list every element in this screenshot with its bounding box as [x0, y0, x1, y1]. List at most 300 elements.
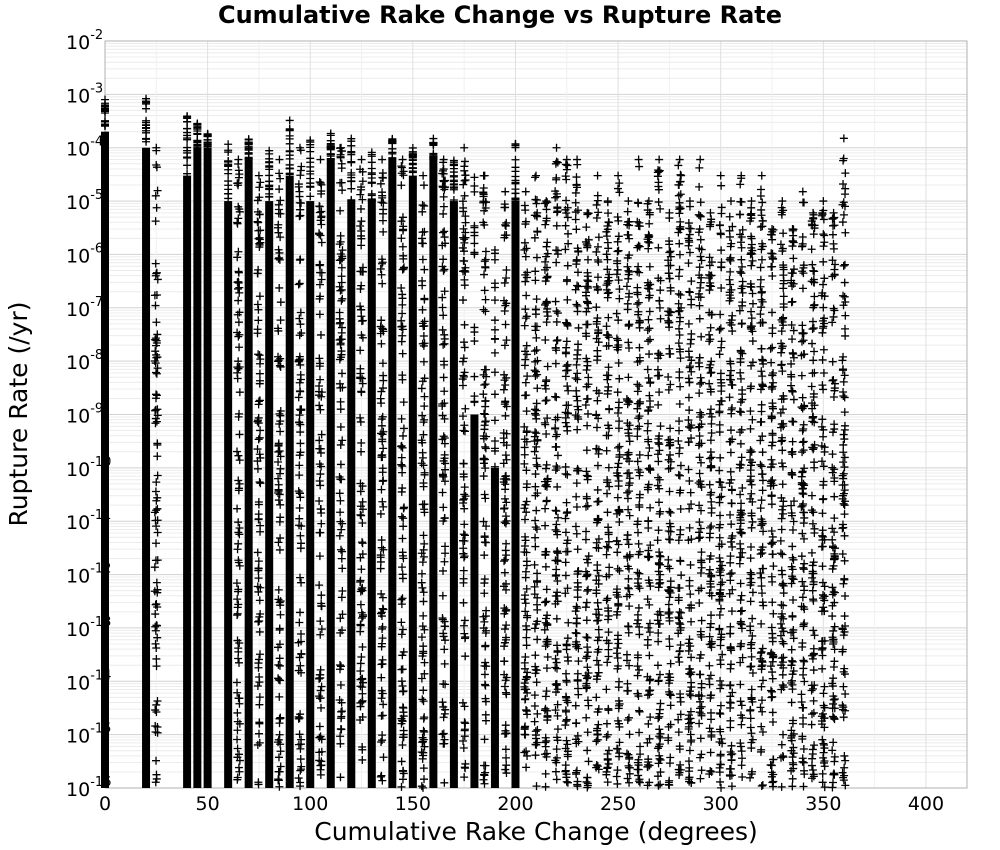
y-tick-label: $10^{-16}$ — [66, 775, 112, 801]
data-point — [276, 501, 284, 509]
data-point — [420, 393, 428, 401]
data-point — [841, 510, 849, 518]
data-point — [696, 156, 704, 164]
data-point — [582, 223, 590, 231]
data-point — [297, 539, 305, 547]
data-point — [674, 161, 682, 169]
data-point — [357, 659, 365, 667]
data-point — [532, 310, 540, 318]
data-point — [318, 239, 326, 247]
data-point — [615, 678, 623, 686]
data-point — [819, 778, 827, 786]
data-point — [501, 188, 509, 196]
data-point — [378, 777, 386, 785]
data-point — [584, 634, 592, 642]
data-point — [768, 693, 776, 701]
data-point — [583, 746, 591, 754]
data-point — [502, 586, 510, 594]
data-point — [317, 449, 325, 457]
data-point — [636, 750, 644, 758]
data-point — [459, 737, 467, 745]
data-point — [564, 213, 572, 221]
data-point — [705, 337, 713, 345]
data-point — [623, 687, 631, 695]
data-point — [831, 645, 839, 653]
y-tick-label: $10^{-8}$ — [66, 348, 104, 375]
data-point — [233, 595, 241, 603]
data-point — [625, 602, 633, 610]
data-point — [234, 297, 242, 305]
data-point — [841, 261, 849, 269]
data-point — [799, 508, 807, 516]
data-point — [542, 430, 550, 438]
data-point — [400, 424, 408, 432]
data-point-cluster — [193, 148, 201, 788]
data-point — [604, 209, 612, 217]
data-point — [779, 463, 787, 471]
data-point — [583, 242, 591, 250]
data-point — [357, 448, 365, 456]
data-point — [706, 529, 714, 537]
data-point — [715, 326, 723, 334]
data-point — [808, 506, 816, 514]
data-point — [685, 242, 693, 250]
data-point — [358, 675, 366, 683]
data-point — [275, 169, 283, 177]
data-point — [461, 177, 469, 185]
data-point — [705, 286, 713, 294]
data-point — [778, 783, 786, 791]
data-point — [633, 380, 641, 388]
data-point — [440, 779, 448, 787]
data-point — [420, 588, 428, 596]
data-point — [522, 508, 530, 516]
data-point — [819, 258, 827, 266]
data-point — [255, 617, 263, 625]
data-point — [717, 172, 725, 180]
data-point — [460, 167, 468, 175]
data-point — [818, 509, 826, 517]
data-point — [841, 190, 849, 198]
data-point — [646, 466, 654, 474]
data-point — [747, 554, 755, 562]
data-point — [696, 354, 704, 362]
data-point — [727, 406, 735, 414]
y-tick-label: $10^{-9}$ — [66, 401, 104, 428]
data-point — [183, 161, 191, 169]
data-point — [461, 616, 469, 624]
data-point — [667, 509, 675, 517]
data-point — [531, 534, 539, 542]
data-point — [697, 236, 705, 244]
data-point — [696, 671, 704, 679]
data-point — [337, 546, 345, 554]
data-point — [646, 263, 654, 271]
data-point — [315, 581, 323, 589]
data-point — [572, 602, 580, 610]
data-point — [573, 156, 581, 164]
data-point — [235, 343, 243, 351]
data-point — [378, 156, 386, 164]
data-point — [633, 268, 641, 276]
data-point — [779, 681, 787, 689]
data-point — [635, 728, 643, 736]
data-point — [531, 347, 539, 355]
data-point — [656, 700, 664, 708]
data-point — [502, 321, 510, 329]
data-point — [707, 509, 715, 517]
data-point — [697, 569, 705, 577]
data-point — [677, 462, 685, 470]
data-point — [757, 620, 765, 628]
data-point — [459, 459, 467, 467]
data-point — [615, 398, 623, 406]
data-point — [397, 234, 405, 242]
data-point — [840, 764, 848, 772]
data-point — [657, 553, 665, 561]
data-point — [635, 299, 643, 307]
data-point — [542, 770, 550, 778]
data-point — [439, 567, 447, 575]
data-point — [286, 116, 294, 124]
data-point — [533, 710, 541, 718]
data-point — [491, 390, 499, 398]
data-point — [501, 569, 509, 577]
data-point — [583, 774, 591, 782]
data-point — [277, 762, 285, 770]
data-point — [235, 268, 243, 276]
data-point — [799, 198, 807, 206]
data-point — [419, 612, 427, 620]
data-point — [564, 698, 572, 706]
data-point — [254, 316, 262, 324]
data-point-cluster — [245, 160, 253, 788]
data-point — [234, 540, 242, 548]
data-point — [716, 709, 724, 717]
data-point — [500, 657, 508, 665]
data-point — [840, 490, 848, 498]
data-point — [615, 188, 623, 196]
data-point — [275, 496, 283, 504]
data-point — [728, 756, 736, 764]
data-point — [296, 280, 304, 288]
data-point — [338, 555, 346, 563]
data-point — [809, 587, 817, 595]
data-point — [398, 338, 406, 346]
data-point — [738, 624, 746, 632]
data-point — [769, 658, 777, 666]
data-point — [233, 709, 241, 717]
data-point — [297, 650, 305, 658]
data-point — [717, 784, 725, 792]
data-point — [502, 546, 510, 554]
data-point — [224, 170, 232, 178]
data-point — [336, 497, 344, 505]
data-point — [675, 290, 683, 298]
data-point — [614, 316, 622, 324]
data-point — [615, 417, 623, 425]
data-point — [790, 396, 798, 404]
data-points — [101, 95, 849, 792]
data-point — [368, 170, 376, 178]
data-point — [788, 698, 796, 706]
data-point — [646, 307, 654, 315]
data-point — [749, 337, 757, 345]
data-point — [675, 417, 683, 425]
data-point — [686, 747, 694, 755]
data-point — [840, 575, 848, 583]
data-point — [788, 574, 796, 582]
data-point — [552, 507, 560, 515]
data-point — [623, 656, 631, 664]
data-point — [717, 246, 725, 254]
data-point — [501, 341, 509, 349]
data-point — [357, 512, 365, 520]
data-point — [707, 611, 715, 619]
data-point — [572, 225, 580, 233]
data-point — [481, 455, 489, 463]
data-point — [840, 435, 848, 443]
data-point — [553, 775, 561, 783]
y-tick-label: $10^{-14}$ — [66, 668, 112, 695]
data-point — [615, 232, 623, 240]
data-point — [582, 778, 590, 786]
data-point — [716, 685, 724, 693]
data-point — [501, 279, 509, 287]
data-point-cluster — [368, 201, 376, 788]
data-point — [470, 373, 478, 381]
data-point-cluster — [347, 201, 355, 788]
data-point — [757, 223, 765, 231]
data-point — [645, 652, 653, 660]
data-point — [564, 653, 572, 661]
data-point — [400, 727, 408, 735]
data-point — [655, 725, 663, 733]
data-point — [543, 396, 551, 404]
data-point — [295, 471, 303, 479]
data-point — [593, 201, 601, 209]
data-point — [767, 359, 775, 367]
data-point — [758, 198, 766, 206]
data-point — [819, 562, 827, 570]
data-point — [728, 404, 736, 412]
data-point — [256, 226, 264, 234]
data-point — [224, 177, 232, 185]
data-point — [420, 540, 428, 548]
data-point — [460, 599, 468, 607]
data-point — [819, 603, 827, 611]
data-point — [420, 266, 428, 274]
data-point — [398, 484, 406, 492]
data-point — [420, 553, 428, 561]
data-point — [800, 677, 808, 685]
data-point — [480, 410, 488, 418]
data-point — [708, 453, 716, 461]
data-point — [667, 691, 675, 699]
data-point — [255, 183, 263, 191]
data-point — [593, 617, 601, 625]
data-point — [809, 209, 817, 217]
data-point — [420, 764, 428, 772]
data-point — [634, 672, 642, 680]
data-point — [337, 347, 345, 355]
data-point — [276, 427, 284, 435]
data-point — [296, 171, 304, 179]
data-point — [542, 597, 550, 605]
data-point — [582, 503, 590, 511]
data-point — [420, 358, 428, 366]
data-point — [276, 518, 284, 526]
data-point — [440, 331, 448, 339]
data-point — [224, 190, 232, 198]
data-point — [491, 316, 499, 324]
data-point — [317, 704, 325, 712]
data-point — [397, 217, 405, 225]
data-point — [439, 326, 447, 334]
data-point — [615, 442, 623, 450]
data-point — [665, 527, 673, 535]
data-point-cluster — [450, 201, 458, 788]
data-point — [810, 529, 818, 537]
data-point — [522, 599, 530, 607]
data-point — [400, 505, 408, 513]
data-point — [563, 740, 571, 748]
data-point — [582, 401, 590, 409]
data-point — [377, 486, 385, 494]
data-point — [377, 510, 385, 518]
data-point — [152, 217, 160, 225]
data-point — [633, 432, 641, 440]
data-point — [338, 295, 346, 303]
data-point — [747, 644, 755, 652]
data-point — [798, 448, 806, 456]
data-point — [461, 652, 469, 660]
data-point — [554, 701, 562, 709]
data-point — [235, 166, 243, 174]
data-point — [677, 641, 685, 649]
data-point — [398, 563, 406, 571]
x-tick-label: 150 — [394, 793, 431, 815]
data-point — [593, 347, 601, 355]
data-point — [716, 421, 724, 429]
data-point — [594, 599, 602, 607]
data-point — [841, 393, 849, 401]
data-point — [462, 219, 470, 227]
data-point — [357, 439, 365, 447]
data-point — [235, 486, 243, 494]
data-point — [686, 288, 694, 296]
data-point — [747, 543, 755, 551]
y-axis-label: Rupture Rate (/yr) — [4, 301, 33, 527]
data-point — [479, 776, 487, 784]
data-point — [789, 349, 797, 357]
data-point — [665, 386, 673, 394]
data-point — [819, 433, 827, 441]
data-point — [738, 592, 746, 600]
data-point — [840, 211, 848, 219]
data-point — [614, 601, 622, 609]
data-point — [799, 394, 807, 402]
data-point — [573, 767, 581, 775]
data-point — [819, 230, 827, 238]
data-point — [481, 491, 489, 499]
data-point — [799, 330, 807, 338]
data-point — [460, 567, 468, 575]
data-point — [481, 263, 489, 271]
data-point — [759, 644, 767, 652]
data-point — [810, 293, 818, 301]
data-point — [397, 181, 405, 189]
data-point — [685, 288, 693, 296]
data-point — [256, 479, 264, 487]
data-point — [420, 775, 428, 783]
data-point — [286, 127, 294, 135]
data-point — [737, 721, 745, 729]
data-point — [644, 407, 652, 415]
data-point — [677, 571, 685, 579]
data-point — [441, 636, 449, 644]
data-point — [644, 316, 652, 324]
data-point — [684, 234, 692, 242]
data-point — [359, 612, 367, 620]
data-point — [645, 444, 653, 452]
data-point — [758, 355, 766, 363]
data-point — [698, 617, 706, 625]
data-point — [675, 240, 683, 248]
data-point — [594, 243, 602, 251]
data-point — [276, 714, 284, 722]
data-point — [810, 697, 818, 705]
data-point — [275, 156, 283, 164]
data-point — [685, 238, 693, 246]
x-tick-label: 100 — [292, 793, 329, 815]
data-point — [553, 615, 561, 623]
data-point — [758, 172, 766, 180]
data-point — [254, 219, 262, 227]
data-point — [810, 301, 818, 309]
data-point — [768, 598, 776, 606]
data-point — [696, 284, 704, 292]
data-point — [674, 653, 682, 661]
data-point — [736, 369, 744, 377]
data-point — [790, 518, 798, 526]
data-point — [573, 361, 581, 369]
data-point — [235, 768, 243, 776]
data-point — [737, 408, 745, 416]
data-point — [562, 470, 570, 478]
data-point — [625, 235, 633, 243]
data-point — [295, 715, 303, 723]
data-point — [491, 279, 499, 287]
data-point — [665, 465, 673, 473]
data-point — [677, 204, 685, 212]
data-point — [533, 295, 541, 303]
data-point — [738, 773, 746, 781]
data-point — [317, 694, 325, 702]
data-point — [399, 625, 407, 633]
data-point — [624, 506, 632, 514]
data-point — [377, 316, 385, 324]
data-point — [655, 156, 663, 164]
data-point — [418, 412, 426, 420]
data-point — [677, 190, 685, 198]
data-point — [635, 604, 643, 612]
data-point — [399, 703, 407, 711]
data-point — [554, 725, 562, 733]
data-point — [419, 558, 427, 566]
data-point — [756, 703, 764, 711]
data-point — [686, 248, 694, 256]
